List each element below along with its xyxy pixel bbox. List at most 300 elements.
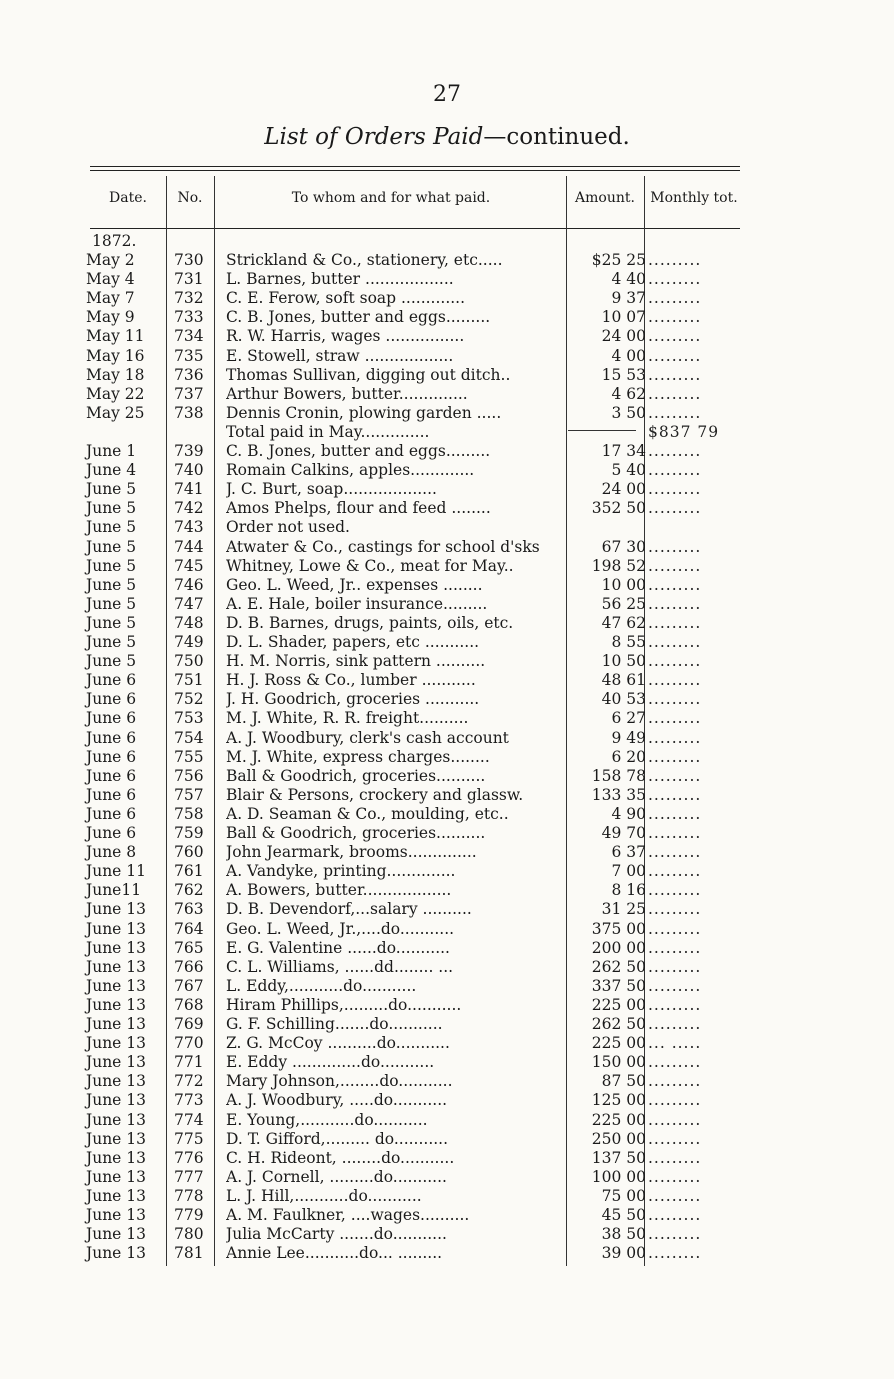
order-description: H. M. Norris, sink pattern .......... [226,652,486,671]
order-number: 756 [174,766,204,785]
order-monthly-total: ......... [648,652,702,671]
table-row [86,1034,746,1053]
order-amount: 250 00 [591,1129,646,1148]
order-date: June 6 [86,690,137,709]
order-monthly-total: ......... [648,327,702,346]
order-number: 772 [174,1072,204,1091]
order-monthly-total: ... ..... [648,1034,702,1053]
table-row [86,1168,746,1187]
order-monthly-total: ......... [648,1167,702,1186]
order-monthly-total: ......... [648,843,702,862]
order-monthly-total: ......... [648,957,702,976]
order-description: J. C. Burt, soap................... [226,480,437,499]
order-date: June 8 [86,843,137,862]
order-date: June 13 [86,919,147,938]
order-description: D. L. Shader, papers, etc ........... [226,633,480,651]
order-monthly-total: ......... [648,1091,702,1110]
order-monthly-total: ......... [648,461,702,480]
order-monthly-total: ......... [648,270,702,289]
order-description: Order not used. [226,518,350,537]
order-description: A. J. Woodbury, clerk's cash account [226,728,509,747]
order-date: May 9 [86,308,135,327]
order-description: Ball & Goodrich, groceries.......... [226,766,486,785]
order-number: 781 [174,1244,204,1263]
order-date: June 6 [86,709,137,728]
header-date: Date. [109,190,147,206]
table-row [86,786,746,805]
table-row [86,748,746,767]
table-row [86,729,746,748]
order-amount: 8 16 [611,881,646,900]
table-row [86,557,746,576]
order-number: 747 [174,594,204,613]
table-row [86,881,746,900]
order-description: Arthur Bowers, butter.............. [226,384,468,403]
order-amount: 9 49 [611,728,646,747]
order-description: L. Eddy,...........do........... [226,976,417,995]
order-date: June 5 [86,613,137,632]
order-amount: $25 25 [591,251,646,269]
order-amount: 49 70 [601,824,646,842]
header-amount: Amount. [575,190,635,206]
order-number: 759 [174,824,204,842]
order-date: June 5 [86,652,137,671]
order-description: R. W. Harris, wages ................ [226,327,465,346]
table-row [86,1149,746,1168]
table-row [86,404,746,423]
order-monthly-total: ......... [648,995,702,1014]
order-description: Hiram Phillips,.........do........... [226,995,462,1014]
order-monthly-total: ......... [648,862,702,881]
order-number: 767 [174,976,204,995]
order-amount: 31 25 [601,900,646,919]
order-date: June 13 [86,1015,147,1033]
order-amount: 7 00 [611,862,646,881]
order-amount: 5 40 [611,461,646,480]
order-date: June 13 [86,1225,147,1244]
order-date: June 13 [86,938,147,957]
order-description: C. E. Ferow, soft soap ............. [226,289,466,308]
order-date: June 6 [86,824,137,842]
order-date: May 16 [86,346,145,365]
order-number: 748 [174,613,204,632]
order-monthly-total: ......... [648,881,702,900]
order-monthly-total: ......... [648,1244,702,1263]
order-amount: 225 00 [591,1110,646,1129]
order-amount: 38 50 [601,1225,646,1244]
table-row [86,843,746,862]
order-description: A. J. Cornell, .........do........... [226,1167,447,1186]
order-monthly-total: ......... [648,747,702,766]
order-number: 739 [174,442,204,460]
order-amount: 67 30 [601,537,646,556]
order-date: June 5 [86,499,137,518]
order-monthly-total: ......... [648,346,702,365]
order-amount: 4 00 [611,346,646,365]
order-monthly-total: ......... [648,938,702,957]
table-row [86,1015,746,1034]
order-description: M. J. White, express charges........ [226,747,490,766]
table-row [86,1206,746,1225]
order-description: E. G. Valentine ......do........... [226,938,450,957]
table-row [86,347,746,366]
order-amount: 200 00 [591,938,646,957]
order-monthly-total: ......... [648,613,702,632]
header-rule [90,228,740,229]
order-monthly-total: ......... [648,289,702,308]
order-monthly-total: ......... [648,575,702,594]
table-row [86,1225,746,1244]
order-number: 731 [174,270,204,289]
order-monthly-total: ......... [648,1072,702,1091]
table-row [86,1244,746,1263]
order-number: 750 [174,652,204,671]
order-amount: 133 35 [591,785,646,804]
page-title [0,124,894,150]
order-number: 751 [174,671,204,690]
order-description: A. J. Woodbury, .....do........... [226,1091,448,1110]
order-number: 730 [174,251,204,269]
order-monthly-total: ......... [648,976,702,995]
order-monthly-total: ......... [648,1129,702,1148]
order-description: C. B. Jones, butter and eggs......... [226,308,491,327]
page-number: 27 [433,82,461,107]
table-row [86,939,746,958]
order-description: A. Bowers, butter.................. [226,881,452,900]
order-date: May 11 [86,327,145,346]
order-date: June11 [86,881,142,900]
order-number: 771 [174,1053,204,1072]
table-row [86,996,746,1015]
header-description: To whom and for what paid. [291,190,491,206]
order-description: Annie Lee...........do... ......... [226,1244,443,1263]
table-row [86,499,746,518]
order-number: 757 [174,785,204,804]
table-row [86,1111,746,1130]
order-description: L. J. Hill,...........do........... [226,1186,422,1205]
order-monthly-total: ......... [648,308,702,327]
order-number: 768 [174,995,204,1014]
order-description: G. F. Schilling.......do........... [226,1015,443,1033]
order-description: Dennis Cronin, plowing garden ..... [226,403,502,422]
order-date: June 13 [86,1167,147,1186]
order-number: 754 [174,728,204,747]
order-monthly-total: ......... [648,1186,702,1205]
order-date: May 18 [86,365,145,384]
order-monthly-total: ......... [648,480,702,499]
order-date: June 6 [86,766,137,785]
order-date: June 13 [86,1206,147,1224]
order-monthly-total: ......... [648,766,702,785]
order-date: May 2 [86,251,135,269]
order-amount: 47 62 [601,613,646,632]
table-row [86,1187,746,1206]
order-amount: 8 55 [611,633,646,651]
table-row [86,958,746,977]
table-row [86,270,746,289]
order-amount: 15 53 [601,365,646,384]
table-row [86,977,746,996]
page-title-italic: List of Orders Paid [264,124,484,150]
table-row [86,900,746,919]
order-amount: 6 37 [611,843,646,862]
table-row [86,1091,746,1110]
order-description: Julia McCarty .......do........... [226,1225,447,1244]
table-row [86,690,746,709]
order-date: June 5 [86,556,137,575]
order-description: Geo. L. Weed, Jr.. expenses ........ [226,575,483,594]
order-number: 738 [174,403,204,422]
order-monthly-total: ......... [648,556,702,575]
order-description: D. B. Barnes, drugs, paints, oils, etc. [226,613,514,632]
order-amount: 125 00 [591,1091,646,1110]
table-row [86,308,746,327]
order-monthly-total: ......... [648,785,702,804]
order-monthly-total: ......... [648,1225,702,1244]
order-number: 736 [174,365,204,384]
order-monthly-total: ......... [648,1015,702,1033]
order-amount: 56 25 [601,594,646,613]
table-row [86,652,746,671]
order-description: E. Stowell, straw .................. [226,346,454,365]
order-monthly-total: ......... [648,804,702,823]
order-monthly-total: ......... [648,1206,702,1224]
order-monthly-total: ......... [648,594,702,613]
order-date: June 13 [86,995,147,1014]
table-row [86,1130,746,1149]
order-number: 742 [174,499,204,518]
order-amount: 10 00 [601,575,646,594]
order-amount: 262 50 [591,1015,646,1033]
order-number: 774 [174,1110,204,1129]
order-date: June 13 [86,1091,147,1110]
order-description: Z. G. McCoy ..........do........... [226,1034,450,1053]
table-row [86,1072,746,1091]
order-monthly-total: ......... [648,365,702,384]
order-number: 734 [174,327,204,346]
order-date: June 13 [86,1148,147,1167]
order-monthly-total: ......... [648,499,702,518]
order-amount: 225 00 [591,1034,646,1053]
order-monthly-total: ......... [648,919,702,938]
order-date: June 4 [86,461,137,480]
order-amount: 4 40 [611,270,646,289]
order-date: May 22 [86,384,145,403]
table-row [86,576,746,595]
order-number: 735 [174,346,204,365]
order-amount: 40 53 [601,690,646,709]
order-description: John Jearmark, brooms.............. [226,843,477,862]
header-monthly-total: Monthly tot. [650,190,738,206]
order-description: A. Vandyke, printing.............. [226,862,456,881]
order-description: L. Barnes, butter .................. [226,270,454,289]
order-date: June 6 [86,728,137,747]
order-date: June 11 [86,862,147,881]
table-row [86,805,746,824]
order-monthly-total: ......... [648,633,702,651]
order-date: June 13 [86,900,147,919]
order-number: 780 [174,1225,204,1244]
order-amount: 39 00 [601,1244,646,1263]
order-date: May 4 [86,270,135,289]
order-description: C. B. Jones, butter and eggs......... [226,442,491,460]
order-number: 733 [174,308,204,327]
order-description: A. E. Hale, boiler insurance......... [226,594,488,613]
order-number: 741 [174,480,204,499]
page-title-suffix: —continued. [483,124,630,150]
order-number: 746 [174,575,204,594]
order-date: June 13 [86,1034,147,1053]
order-number: 765 [174,938,204,957]
order-amount: 75 00 [601,1186,646,1205]
table-row [86,442,746,461]
order-amount: 6 20 [611,747,646,766]
order-number: 749 [174,633,204,651]
table-row [86,538,746,557]
order-description: J. H. Goodrich, groceries ........... [226,690,480,709]
table-row [86,480,746,499]
order-amount: 48 61 [601,671,646,690]
order-description: E. Eddy ..............do........... [226,1053,435,1072]
order-monthly-total: ......... [648,709,702,728]
table-row [86,518,746,537]
order-number: 762 [174,881,204,900]
order-monthly-total: ......... [648,690,702,709]
order-date: June 5 [86,575,137,594]
order-amount: 24 00 [601,327,646,346]
order-number: 778 [174,1186,204,1205]
order-number: 777 [174,1167,204,1186]
table-row [86,920,746,939]
table-row [86,595,746,614]
table-row [86,385,746,404]
table-row [86,289,746,308]
order-amount: 10 50 [601,652,646,671]
order-number: 758 [174,804,204,823]
header-no: No. [177,190,203,206]
order-number: 763 [174,900,204,919]
order-amount: 225 00 [591,995,646,1014]
table-row [86,1053,746,1072]
order-monthly-total: ......... [648,1053,702,1072]
order-number: 761 [174,862,204,881]
order-number: 744 [174,537,204,556]
order-date: June 5 [86,537,137,556]
order-amount: 10 07 [601,308,646,327]
order-amount: 24 00 [601,480,646,499]
table-row [86,709,746,728]
order-amount: 100 00 [591,1167,646,1186]
order-description: D. T. Gifford,......... do........... [226,1129,449,1148]
order-number: 760 [174,843,204,862]
order-number: 770 [174,1034,204,1053]
order-amount: 45 50 [601,1206,646,1224]
order-monthly-total: $837 79 [648,422,720,441]
order-amount: 9 37 [611,289,646,308]
order-amount: 150 00 [591,1053,646,1072]
order-monthly-total: ......... [648,251,702,269]
order-amount: 375 00 [591,919,646,938]
order-date: May 25 [86,403,145,422]
table-row [86,824,746,843]
order-monthly-total: ......... [648,728,702,747]
order-number: 764 [174,919,204,938]
order-description: Ball & Goodrich, groceries.......... [226,824,486,842]
top-double-rule [90,166,740,171]
order-number: 755 [174,747,204,766]
order-description: Mary Johnson,........do........... [226,1072,453,1091]
order-amount: 158 78 [591,766,646,785]
order-amount: 17 34 [601,442,646,460]
order-description: E. Young,...........do........... [226,1110,428,1129]
order-number: 745 [174,556,204,575]
year-label: 1872. [92,232,137,250]
order-date: June 6 [86,785,137,804]
table-row [86,366,746,385]
order-date: June 1 [86,442,137,460]
order-description: Total paid in May.............. [226,422,430,441]
order-date: June 5 [86,594,137,613]
order-date: June 5 [86,633,137,651]
order-description: Atwater & Co., castings for school d'sks [226,537,540,556]
order-monthly-total: ......... [648,671,702,690]
order-amount: 352 50 [591,499,646,518]
order-description: A. M. Faulkner, ....wages.......... [226,1206,470,1224]
order-description: M. J. White, R. R. freight.......... [226,709,469,728]
table-row [86,767,746,786]
order-description: Geo. L. Weed, Jr.,....do........... [226,919,455,938]
order-date: June 5 [86,480,137,499]
order-number: 743 [174,518,204,537]
order-number: 732 [174,289,204,308]
order-number: 766 [174,957,204,976]
order-amount: 137 50 [591,1148,646,1167]
order-description: Amos Phelps, flour and feed ........ [226,499,491,518]
order-amount: 337 50 [591,976,646,995]
order-amount: 262 50 [591,957,646,976]
table-row [86,251,746,270]
order-monthly-total: ......... [648,403,702,422]
order-number: 740 [174,461,204,480]
order-number: 752 [174,690,204,709]
table-row [86,633,746,652]
order-monthly-total: ......... [648,900,702,919]
order-number: 737 [174,384,204,403]
order-date: June 6 [86,804,137,823]
order-description: Whitney, Lowe & Co., meat for May.. [226,556,514,575]
order-description: Thomas Sullivan, digging out ditch.. [226,365,511,384]
order-date: June 6 [86,747,137,766]
table-row [86,671,746,690]
order-number: 769 [174,1015,204,1033]
order-date: June 13 [86,1110,147,1129]
order-description: Strickland & Co., stationery, etc..... [226,251,503,269]
order-description: D. B. Devendorf,...salary .......... [226,900,472,919]
order-description: C. H. Rideont, ........do........... [226,1148,455,1167]
order-monthly-total: ......... [648,384,702,403]
order-monthly-total: ......... [648,537,702,556]
order-description: C. L. Williams, ......dd........ ... [226,957,454,976]
order-number: 773 [174,1091,204,1110]
order-date: June 13 [86,1186,147,1205]
order-amount: 87 50 [601,1072,646,1091]
table-row [86,862,746,881]
table-row [86,423,746,442]
order-number: 775 [174,1129,204,1148]
order-date: June 5 [86,518,137,537]
order-date: May 7 [86,289,135,308]
order-monthly-total: ......... [648,1110,702,1129]
